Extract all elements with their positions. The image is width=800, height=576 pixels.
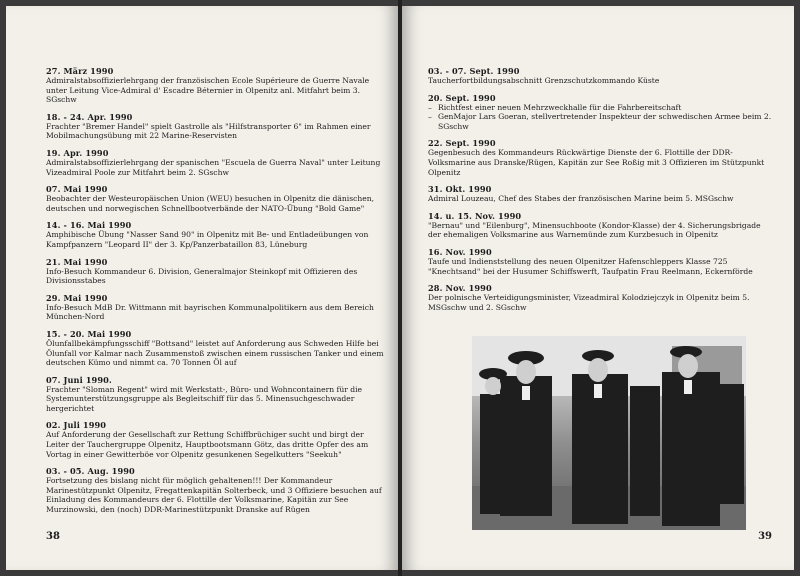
entry-text: Admiralstabsoffizierlehrgang der französischen Ecole Supérieure de Guerre Navale unter Leitung Vice-Admiral d' Escadre Béternier in Olpenitz anl. Mitfahrt beim 3. SGschw — [46, 76, 370, 105]
entry-bullet — [428, 112, 774, 131]
entry-date: 15. - 20. Mai 1990 — [46, 328, 132, 339]
bullet-dash: – — [428, 102, 432, 112]
entry-text: Taucherfortbildungsabschnitt Grenzschutzkommando Küste — [428, 76, 660, 85]
entry-date: 27. März 1990 — [46, 66, 114, 76]
entry-date: 14. u. 15. Nov. 1990 — [428, 210, 522, 221]
entry-text: Frachter "Bremer Handel" spielt Gastrolle als "Hilfstransporter 6" im Rahmen einer Mobilmachungsübung mit 22 Marine-Reservisten — [46, 121, 371, 141]
bullet-text: Richtfest einer neuen Mehrzweckhalle für die Fahrbereitschaft — [438, 102, 682, 112]
entry-text: Fortsetzung des bislang nicht für möglich gehaltenen!!! Der Kommandeur Marinestützpunkt Olpenitz, Fregattenkapitän Solterbeck, und 3 Offiziere besuchen auf Einladung des Kommandeurs der 6. Flottille der Volksmarine, Kapitän zur See Murzinowski, den (noch) DDR-Marinestützpunkt Dranske auf Rügen — [46, 476, 382, 515]
left-column — [46, 66, 384, 522]
chronicle-entry — [46, 293, 384, 322]
chronicle-entry — [428, 138, 774, 177]
chronicle-entry — [46, 148, 384, 177]
entry-date: 31. Okt. 1990 — [428, 184, 492, 195]
entry-text: Ölunfallbekämpfungsschiff "Bottsand" leistet auf Anforderung aus Schweden Hilfe bei Ölunfall vor Kalmar nach Zusammenstoß zwischen einem russischen Tanker und einem deutschen Kümo und nimmt ca. 70 Tonnen Öl auf — [46, 338, 384, 368]
entry-date: 28. Nov. 1990 — [428, 283, 492, 294]
entry-date: 29. Mai 1990 — [46, 292, 108, 303]
right-column — [428, 66, 774, 319]
entry-date: 20. Sept. 1990 — [428, 92, 496, 103]
entry-text: Beobachter der Westeuropäischen Union (WEU) besuchen in Olpenitz die dänischen, deutschen und norwegischen Schnellbootverbände der NATO-Übung "Bold Game" — [46, 194, 375, 213]
entry-text: Info-Besuch MdB Dr. Wittmann mit bayrischen Kommunalpolitikern aus dem Bereich München-Nord — [46, 302, 374, 322]
entry-date: 14. - 16. Mai 1990 — [46, 220, 132, 231]
entry-text: Frachter "Sloman Regent" wird mit Werkstatt-, Büro- und Wohncontainern für die Systemunterstützungsgruppe als Begleitschiff für das 5. Minensuchgeschwader hergerichtet — [46, 384, 363, 413]
chronicle-entry — [428, 66, 774, 86]
entry-date: 03. - 07. Sept. 1990 — [428, 66, 520, 76]
entry-bullet — [428, 103, 774, 113]
chronicle-entry — [46, 257, 384, 286]
right-page — [402, 6, 794, 570]
entry-bullet-list — [428, 103, 774, 132]
entry-date: 07. Mai 1990 — [46, 184, 108, 195]
entry-date: 18. - 24. Apr. 1990 — [46, 111, 133, 122]
chronicle-entry — [46, 466, 384, 514]
chronicle-entry — [46, 329, 384, 368]
chronicle-entry — [46, 184, 384, 213]
chronicle-entry — [46, 375, 384, 414]
entry-date: 03. - 05. Aug. 1990 — [46, 466, 135, 477]
chronicle-entry — [46, 66, 384, 105]
entry-date: 22. Sept. 1990 — [428, 138, 496, 149]
photo-naval-officers — [472, 336, 746, 530]
chronicle-entry — [428, 93, 774, 132]
chronicle-entry — [46, 420, 384, 459]
entry-text: Auf Anforderung der Gesellschaft zur Rettung Schiffbrüchiger sucht und birgt der Leiter der Tauchergruppe Olpenitz, Hauptbootsmann Götz, das dritte Opfer des am Vortag in einer Gewitterböe vor Olpenitz gesunkenen Segelkutters "Seekuh" — [46, 430, 369, 459]
bullet-text: GenMajor Lars Goeran, stellvertretender Inspekteur der schwedischen Armee beim 2. SGschw — [438, 112, 772, 131]
chronicle-entry — [46, 220, 384, 249]
chronicle-entry — [46, 112, 384, 141]
entry-text: Admiralstabsoffizierlehrgang der spanischen "Escuela de Guerra Naval" unter Leitung Vizeadmiral Poole zur Mitfahrt beim 2. SGschw — [46, 157, 381, 177]
entry-date: 02. Juli 1990 — [46, 420, 107, 431]
page-number-left: 38 — [46, 531, 60, 542]
entry-date: 07. Juni 1990. — [46, 374, 112, 385]
entry-text: Der polnische Verteidigungsminister, Vizeadmiral Kolodziejczyk in Olpenitz beim 5. MSGschw und 2. SGschw — [428, 293, 750, 312]
chronicle-entry — [428, 211, 774, 240]
bullet-dash: – — [428, 112, 432, 122]
chronicle-entry — [428, 283, 774, 312]
entry-date: 21. Mai 1990 — [46, 256, 108, 267]
entry-text: Admiral Louzeau, Chef des Stabes der französischen Marine beim 5. MSGschw — [428, 194, 734, 204]
entry-date: 19. Apr. 1990 — [46, 147, 109, 158]
chronicle-entry — [428, 247, 774, 276]
entry-text: "Bernau" und "Eilenburg", Minensuchboote (Kondor-Klasse) der 4. Sicherungsbrigade der ehemaligen Volksmarine aus Warnemünde zum Kurzbesuch in Olpenitz — [428, 220, 761, 240]
page-number-right: 39 — [758, 531, 772, 542]
entry-text: Amphibische Übung "Nasser Sand 90" in Olpenitz mit Be- und Entladeübungen von Kampfpanzern "Leopard II" der 3. Kp/Panzerbataillon 83, Lüneburg — [46, 230, 369, 249]
chronicle-entry — [428, 184, 774, 204]
entry-text: Taufe und Indienststellung des neuen Olpenitzer Hafenschleppers Klasse 725 "Knechtsand" bei der Husumer Schiffswerft, Taufpatin Frau Reelmann, Eckernförde — [428, 256, 753, 276]
entry-text: Gegenbesuch des Kommandeurs Rückwärtige Dienste der 6. Flottille der DDR-Volksmarine aus Dranske/Rügen, Kapitän zur See Roßig mit 3 Offizieren im Stützpunkt Olpenitz — [428, 148, 765, 177]
photo-naval-officers-illustration — [472, 336, 746, 530]
entry-text: Info-Besuch Kommandeur 6. Division, Generalmajor Steinkopf mit Offizieren des Divisionsstabes — [46, 266, 358, 286]
left-page — [6, 6, 398, 570]
entry-date: 16. Nov. 1990 — [428, 246, 492, 257]
